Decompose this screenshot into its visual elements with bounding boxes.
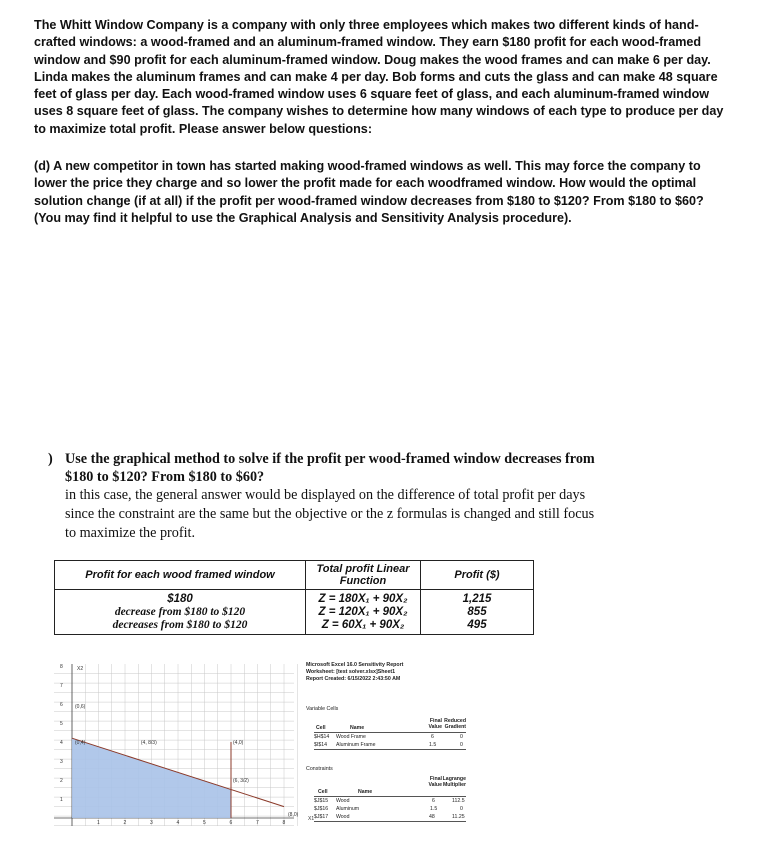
vc-header-name: Name (350, 725, 365, 731)
vc-final: 1.5 (429, 742, 437, 748)
report-created: Report Created: 6/15/2022 2:43:50 AM (306, 676, 401, 682)
x-tick-label: 7 (256, 820, 259, 826)
point-label: (8,0) (288, 812, 299, 818)
constraints-title: Constraints (306, 766, 333, 772)
answer-bullet: ) (48, 451, 53, 467)
table-cell: Z = 120X₁ + 90X₂ (306, 606, 421, 619)
point-label: (4, 8/3) (140, 739, 157, 746)
c-header-final: Final Value (428, 776, 442, 788)
x-tick-label: 2 (123, 820, 127, 826)
y-tick-label: 1 (60, 797, 63, 803)
table-cell: Z = 180X₁ + 90X₂ (306, 590, 421, 607)
table-cell: Z = 60X₁ + 90X₂ (306, 619, 421, 635)
x-tick-label: 4 (176, 820, 180, 826)
c-cell: $J$15 (314, 798, 329, 804)
y-tick-label: 8 (60, 664, 63, 670)
vc-cell: $I$14 (314, 742, 327, 748)
point-label: (6, 3/2) (233, 777, 249, 784)
table-row (55, 590, 534, 607)
c-cell: $J$17 (314, 814, 329, 820)
y-tick-label: 5 (60, 721, 63, 727)
profit-table (54, 560, 534, 635)
vc-final: 6 (431, 734, 434, 740)
c-multiplier: 11.25 (452, 814, 465, 820)
y-tick-label: 7 (60, 683, 63, 689)
c-cell: $J$16 (314, 806, 329, 812)
answer-text: in this case, the general answer would be displayed on the difference of total profit per days since the constraint are the same but the objective or the z formulas is changed and still focus to maximize the profit. (65, 487, 595, 541)
graph-svg (54, 662, 315, 826)
table-row (55, 606, 534, 619)
variable-cells-title: Variable Cells (306, 706, 339, 712)
y-tick-label: 2 (60, 778, 63, 784)
table-cell: 495 (421, 619, 534, 635)
c-name: Wood (336, 814, 350, 820)
c-final: 6 (432, 798, 435, 804)
c-header-name: Name (358, 789, 373, 795)
vc-reduced: 0 (460, 734, 463, 740)
y-axis-label: X2 (77, 666, 84, 672)
c-final: 1.5 (430, 806, 438, 812)
intro-paragraph: The Whitt Window Company is a company with only three employees which makes two different kinds of hand-crafted windows: a wood-framed and an aluminum-framed window. They earn $180 profit for each wood-framed window and $90 profit for each aluminum-framed window. Doug makes the wood frames and can make 6 per day. Linda makes the aluminum frames and can make 4 per day. Bob forms and cuts the glass and can make 48 square feet of glass per day. Each wood-framed window uses 6 square feet of glass, and each aluminum-framed window uses 8 square feet of glass. The company wishes to determine how many windows of each type to produce per day to maximize total profit. Please answer below questions: (34, 18, 724, 136)
c-rule (314, 796, 466, 797)
table-cell: 1,215 (421, 590, 534, 607)
vc-name: Wood Frame (336, 734, 366, 740)
table-row (55, 619, 534, 635)
vc-rule (314, 732, 466, 733)
point-label: (0,6) (75, 703, 86, 710)
table-header: Total profit Linear Function (306, 561, 421, 590)
y-tick-label: 6 (60, 702, 63, 708)
c-rule (314, 821, 466, 822)
vc-reduced: 0 (460, 742, 463, 748)
x-axis-label: X1 (308, 816, 315, 822)
vc-rule (314, 749, 466, 750)
vc-header-final: Final Value (428, 718, 442, 730)
vc-header-reduced: Reduced Gradient (444, 718, 466, 730)
table-cell: $180 (55, 590, 306, 607)
report-worksheet: Worksheet: [test solver.xlsx]Sheet1 (306, 669, 396, 675)
y-tick-label: 4 (60, 740, 63, 746)
c-final: 48 (429, 814, 435, 820)
vc-header-cell: Cell (316, 725, 326, 731)
report-title: Microsoft Excel 16.0 Sensitivity Report (306, 662, 404, 668)
table-cell: decreases from $180 to $120 (55, 619, 306, 635)
x-tick-label: 6 (229, 820, 233, 826)
c-name: Aluminum (336, 806, 360, 812)
c-name: Wood (336, 798, 350, 804)
table-cell: 855 (421, 606, 534, 619)
x-tick-label: 5 (203, 820, 206, 826)
answer-question-text: Use the graphical method to solve if the profit per wood-framed window decreases from $180 to $120? From $180 to $60? (65, 451, 595, 485)
c-header-lagrange: Lagrange Multiplier (442, 776, 466, 788)
table-header: Profit ($) (421, 561, 534, 590)
x-tick-label: 8 (282, 820, 286, 826)
y-tick-label: 3 (60, 759, 63, 765)
c-multiplier: 112.5 (452, 798, 465, 804)
question-d: (d) A new competitor in town has started making wood-framed windows as well. This may force the company to lower the price they charge and so lower the profit made for each woodframed window. How would the optimal solution change (if at all) if the profit per wood-framed window decreases from $180 to $120? From $180 to $60? (You may find it helpful to use the Graphical Analysis and Sensitivity Analysis procedure). (34, 159, 704, 225)
table-header: Profit for each wood framed window (55, 561, 306, 590)
point-label: (4,0) (233, 739, 244, 746)
c-multiplier: 0 (460, 806, 463, 812)
answer-question (48, 450, 608, 486)
c-header-cell: Cell (318, 789, 328, 795)
x-tick-label: 1 (97, 820, 100, 826)
table-cell: decrease from $180 to $120 (55, 606, 306, 619)
x-tick-label: 3 (150, 820, 153, 826)
vc-name: Aluminum Frame (336, 742, 376, 748)
feasible-region-graph (54, 662, 315, 826)
vc-cell: $H$14 (314, 734, 330, 740)
point-label: (0,4) (75, 739, 86, 746)
